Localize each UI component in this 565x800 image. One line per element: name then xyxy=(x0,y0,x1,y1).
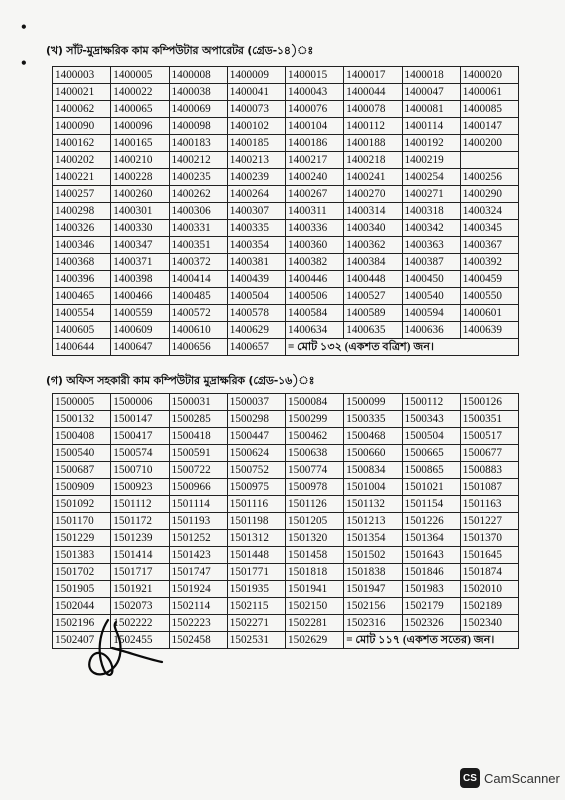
roll-number-cell: 1400439 xyxy=(227,271,285,288)
roll-number-cell: 1400572 xyxy=(169,305,227,322)
roll-number-cell: 1500504 xyxy=(402,428,460,445)
roll-number-cell: 1400254 xyxy=(402,169,460,186)
roll-number-cell: 1400240 xyxy=(286,169,344,186)
roll-number-cell: 1501114 xyxy=(169,496,227,513)
roll-number-cell: 1500031 xyxy=(169,394,227,411)
roll-number-cell: 1400217 xyxy=(286,152,344,169)
roll-number-cell: 1501163 xyxy=(460,496,518,513)
roll-number-cell: 1400336 xyxy=(286,220,344,237)
roll-number-cell: 1400347 xyxy=(111,237,169,254)
roll-number-cell: 1400044 xyxy=(344,84,402,101)
roll-number-cell: 1400331 xyxy=(169,220,227,237)
roll-number-cell: 1400188 xyxy=(344,135,402,152)
section-ga-table xyxy=(52,393,519,649)
roll-number-cell: 1400354 xyxy=(227,237,285,254)
roll-number-cell: 1400605 xyxy=(53,322,111,339)
roll-number-cell: 1501364 xyxy=(402,530,460,547)
roll-number-cell: 1500447 xyxy=(227,428,285,445)
roll-number-cell: 1502271 xyxy=(227,615,285,632)
roll-number-cell: 1501227 xyxy=(460,513,518,530)
roll-number-cell: 1400078 xyxy=(344,101,402,118)
roll-number-cell: 1500517 xyxy=(460,428,518,445)
roll-number-cell: 1400346 xyxy=(53,237,111,254)
roll-number-cell: 1500299 xyxy=(286,411,344,428)
roll-number-cell: 1400213 xyxy=(227,152,285,169)
table-row xyxy=(53,564,519,581)
roll-number-cell: 1400396 xyxy=(53,271,111,288)
roll-number-cell: 1400381 xyxy=(227,254,285,271)
roll-number-cell: 1400090 xyxy=(53,118,111,135)
roll-number-cell: 1400629 xyxy=(227,322,285,339)
roll-number-cell: 1502044 xyxy=(53,598,111,615)
roll-number-cell: 1400183 xyxy=(169,135,227,152)
roll-number-cell: 1400584 xyxy=(286,305,344,322)
roll-number-cell: 1501383 xyxy=(53,547,111,564)
roll-number-cell: 1500923 xyxy=(111,479,169,496)
roll-number-cell: 1500408 xyxy=(53,428,111,445)
roll-number-cell: 1400342 xyxy=(402,220,460,237)
roll-number-cell: 1400610 xyxy=(169,322,227,339)
roll-number-cell: 1400635 xyxy=(344,322,402,339)
roll-number-cell: 1500147 xyxy=(111,411,169,428)
table-row xyxy=(53,118,519,135)
roll-number-cell: 1400372 xyxy=(169,254,227,271)
roll-number-cell: 1400527 xyxy=(344,288,402,305)
roll-number-cell: 1501193 xyxy=(169,513,227,530)
roll-number-cell: 1502316 xyxy=(344,615,402,632)
roll-number-cell: 1400540 xyxy=(402,288,460,305)
roll-number-cell: 1502010 xyxy=(460,581,518,598)
roll-number-cell: 1400644 xyxy=(53,339,111,356)
roll-number-cell: 1501112 xyxy=(111,496,169,513)
roll-number-cell: 1400384 xyxy=(344,254,402,271)
roll-number-cell: 1400098 xyxy=(169,118,227,135)
camscanner-badge xyxy=(460,768,560,788)
roll-number-cell: 1500037 xyxy=(227,394,285,411)
table-row xyxy=(53,547,519,564)
table-row xyxy=(53,428,519,445)
roll-number-cell: 1502629 xyxy=(286,632,344,649)
roll-number-cell: 1400382 xyxy=(286,254,344,271)
table-row xyxy=(53,237,519,254)
roll-number-cell: 1400559 xyxy=(111,305,169,322)
roll-number-cell: 1501213 xyxy=(344,513,402,530)
roll-number-cell: 1500591 xyxy=(169,445,227,462)
roll-number-cell: 1400015 xyxy=(286,67,344,84)
roll-number-cell: 1501448 xyxy=(227,547,285,564)
roll-number-cell: 1500005 xyxy=(53,394,111,411)
roll-number-cell: 1400485 xyxy=(169,288,227,305)
roll-number-cell: 1500624 xyxy=(227,445,285,462)
roll-number-cell: 1502222 xyxy=(111,615,169,632)
table-row xyxy=(53,84,519,101)
roll-number-cell: 1400657 xyxy=(227,339,285,356)
roll-number-cell: 1400069 xyxy=(169,101,227,118)
roll-number-cell: 1500710 xyxy=(111,462,169,479)
roll-number-cell: 1501092 xyxy=(53,496,111,513)
table-row xyxy=(53,288,519,305)
bullet-mark: • xyxy=(20,20,28,34)
roll-number-cell: 1400210 xyxy=(111,152,169,169)
table-row xyxy=(53,220,519,237)
roll-number-cell: 1400022 xyxy=(111,84,169,101)
roll-number-cell: 1500285 xyxy=(169,411,227,428)
roll-number-cell: 1501004 xyxy=(344,479,402,496)
roll-number-cell: 1500909 xyxy=(53,479,111,496)
roll-number-cell: 1501935 xyxy=(227,581,285,598)
roll-number-cell: 1501172 xyxy=(111,513,169,530)
roll-number-cell: 1400267 xyxy=(286,186,344,203)
roll-number-cell: 1500006 xyxy=(111,394,169,411)
roll-number-cell: 1400073 xyxy=(227,101,285,118)
roll-number-cell: 1500966 xyxy=(169,479,227,496)
roll-number-cell: 1500351 xyxy=(460,411,518,428)
roll-number-cell: 1501205 xyxy=(286,513,344,530)
camscanner-brand: CamScanner xyxy=(484,770,560,786)
camscanner-logo-icon: CS xyxy=(460,768,480,788)
table-row xyxy=(53,322,519,339)
roll-number-cell: 1400020 xyxy=(460,67,518,84)
roll-number-cell: 1501983 xyxy=(402,581,460,598)
roll-number-cell: 1500834 xyxy=(344,462,402,479)
roll-number-cell: 1400290 xyxy=(460,186,518,203)
table-row xyxy=(53,462,519,479)
roll-number-cell: 1500099 xyxy=(344,394,402,411)
roll-number-cell: 1500112 xyxy=(402,394,460,411)
section-kha-table xyxy=(52,66,519,356)
roll-number-cell: 1400301 xyxy=(111,203,169,220)
roll-number-cell: 1502196 xyxy=(53,615,111,632)
roll-number-cell: 1501924 xyxy=(169,581,227,598)
roll-number-cell: 1400578 xyxy=(227,305,285,322)
roll-number-cell: 1400318 xyxy=(402,203,460,220)
roll-number-cell: 1400256 xyxy=(460,169,518,186)
roll-number-cell: 1400465 xyxy=(53,288,111,305)
roll-number-cell: 1501458 xyxy=(286,547,344,564)
roll-number-cell: 1501021 xyxy=(402,479,460,496)
table-row xyxy=(53,339,519,356)
roll-number-cell: 1400104 xyxy=(286,118,344,135)
roll-number-cell: 1501921 xyxy=(111,581,169,598)
section-ga-heading: (গ) অফিস সহকারী কাম কম্পিউটার মুদ্রাক্ষরিক (গ্রেড-১৬)ঃ xyxy=(46,374,315,387)
roll-number-cell: 1500574 xyxy=(111,445,169,462)
roll-number-cell: 1502458 xyxy=(169,632,227,649)
roll-number-cell: 1400021 xyxy=(53,84,111,101)
roll-number-cell: 1400298 xyxy=(53,203,111,220)
roll-number-cell: 1400360 xyxy=(286,237,344,254)
roll-number-cell: 1400504 xyxy=(227,288,285,305)
table-row xyxy=(53,254,519,271)
roll-number-cell: 1502073 xyxy=(111,598,169,615)
roll-number-cell: 1502326 xyxy=(402,615,460,632)
roll-number-cell: 1400085 xyxy=(460,101,518,118)
table-row xyxy=(53,152,519,169)
table-row xyxy=(53,530,519,547)
roll-number-cell: 1400340 xyxy=(344,220,402,237)
roll-number-cell: 1500462 xyxy=(286,428,344,445)
roll-number-cell: 1501838 xyxy=(344,564,402,581)
roll-number-cell: 1501846 xyxy=(402,564,460,581)
roll-number-cell: 1501423 xyxy=(169,547,227,564)
roll-number-cell: 1502189 xyxy=(460,598,518,615)
roll-number-cell: 1400368 xyxy=(53,254,111,271)
table-row xyxy=(53,101,519,118)
table-row xyxy=(53,445,519,462)
roll-number-cell: 1400506 xyxy=(286,288,344,305)
table-row xyxy=(53,394,519,411)
roll-number-cell: 1400271 xyxy=(402,186,460,203)
roll-number-cell: 1500665 xyxy=(402,445,460,462)
roll-number-cell: 1400038 xyxy=(169,84,227,101)
roll-number-cell: 1501320 xyxy=(286,530,344,547)
roll-number-cell: 1400076 xyxy=(286,101,344,118)
roll-number-cell: 1400257 xyxy=(53,186,111,203)
roll-number-cell: 1400647 xyxy=(111,339,169,356)
roll-number-cell: 1400112 xyxy=(344,118,402,135)
roll-number-cell: 1500468 xyxy=(344,428,402,445)
roll-number-cell: 1400392 xyxy=(460,254,518,271)
roll-number-cell: 1502179 xyxy=(402,598,460,615)
total-count-cell: = মোট ১৩২ (একশত বত্রিশ) জন। xyxy=(286,339,519,356)
roll-number-cell: 1501154 xyxy=(402,496,460,513)
roll-number-cell: 1501354 xyxy=(344,530,402,547)
roll-number-cell: 1400239 xyxy=(227,169,285,186)
roll-number-cell: 1502150 xyxy=(286,598,344,615)
roll-number-cell: 1400363 xyxy=(402,237,460,254)
roll-number-cell: 1400270 xyxy=(344,186,402,203)
roll-number-cell: 1400351 xyxy=(169,237,227,254)
roll-number-cell: 1500722 xyxy=(169,462,227,479)
roll-number-cell: 1400362 xyxy=(344,237,402,254)
roll-number-cell: 1400314 xyxy=(344,203,402,220)
roll-number-cell: 1400219 xyxy=(402,152,460,169)
roll-number-cell: 1502455 xyxy=(111,632,169,649)
roll-number-cell: 1400102 xyxy=(227,118,285,135)
roll-number-cell: 1400186 xyxy=(286,135,344,152)
roll-number-cell: 1501132 xyxy=(344,496,402,513)
roll-number-cell: 1501771 xyxy=(227,564,285,581)
roll-number-cell: 1501874 xyxy=(460,564,518,581)
roll-number-cell: 1501170 xyxy=(53,513,111,530)
roll-number-cell: 1400062 xyxy=(53,101,111,118)
roll-number-cell: 1501198 xyxy=(227,513,285,530)
roll-number-cell: 1400330 xyxy=(111,220,169,237)
roll-number-cell: 1500343 xyxy=(402,411,460,428)
roll-number-cell: 1400003 xyxy=(53,67,111,84)
roll-number-cell: 1400601 xyxy=(460,305,518,322)
roll-number-cell: 1400065 xyxy=(111,101,169,118)
roll-number-cell: 1400609 xyxy=(111,322,169,339)
roll-number-cell xyxy=(460,152,518,169)
roll-number-cell: 1400264 xyxy=(227,186,285,203)
roll-number-cell: 1400367 xyxy=(460,237,518,254)
roll-number-cell: 1501818 xyxy=(286,564,344,581)
roll-number-cell: 1500883 xyxy=(460,462,518,479)
roll-number-cell: 1400594 xyxy=(402,305,460,322)
roll-number-cell: 1500752 xyxy=(227,462,285,479)
section-kha-heading: (খ) সাঁট-মুদ্রাক্ষরিক কাম কম্পিউটার অপারেটর (গ্রেড-১৪)ঃ xyxy=(46,44,314,57)
roll-number-cell: 1400008 xyxy=(169,67,227,84)
roll-number-cell: 1400450 xyxy=(402,271,460,288)
roll-number-cell: 1501312 xyxy=(227,530,285,547)
roll-number-cell: 1400414 xyxy=(169,271,227,288)
roll-number-cell: 1400466 xyxy=(111,288,169,305)
roll-number-cell: 1500638 xyxy=(286,445,344,462)
roll-number-cell: 1501252 xyxy=(169,530,227,547)
roll-number-cell: 1400096 xyxy=(111,118,169,135)
roll-number-cell: 1502281 xyxy=(286,615,344,632)
roll-number-cell: 1400307 xyxy=(227,203,285,220)
roll-number-cell: 1501747 xyxy=(169,564,227,581)
roll-number-cell: 1400636 xyxy=(402,322,460,339)
roll-number-cell: 1400047 xyxy=(402,84,460,101)
roll-number-cell: 1400387 xyxy=(402,254,460,271)
roll-number-cell: 1501239 xyxy=(111,530,169,547)
roll-number-cell: 1400212 xyxy=(169,152,227,169)
roll-number-cell: 1400218 xyxy=(344,152,402,169)
roll-number-cell: 1400398 xyxy=(111,271,169,288)
total-count-cell: = মোট ১১৭ (একশত সতের) জন। xyxy=(344,632,519,649)
roll-number-cell: 1501645 xyxy=(460,547,518,564)
roll-number-cell: 1502156 xyxy=(344,598,402,615)
roll-number-cell: 1400147 xyxy=(460,118,518,135)
roll-number-cell: 1400326 xyxy=(53,220,111,237)
roll-number-cell: 1501905 xyxy=(53,581,111,598)
roll-number-cell: 1400192 xyxy=(402,135,460,152)
roll-number-cell: 1400459 xyxy=(460,271,518,288)
roll-number-cell: 1400200 xyxy=(460,135,518,152)
roll-number-cell: 1400165 xyxy=(111,135,169,152)
roll-number-cell: 1501947 xyxy=(344,581,402,598)
table-row xyxy=(53,203,519,220)
roll-number-cell: 1400018 xyxy=(402,67,460,84)
table-row xyxy=(53,186,519,203)
roll-number-cell: 1500978 xyxy=(286,479,344,496)
roll-number-cell: 1400324 xyxy=(460,203,518,220)
roll-number-cell: 1400634 xyxy=(286,322,344,339)
roll-number-cell: 1500540 xyxy=(53,445,111,462)
roll-number-cell: 1400306 xyxy=(169,203,227,220)
roll-number-cell: 1400043 xyxy=(286,84,344,101)
roll-number-cell: 1400446 xyxy=(286,271,344,288)
roll-number-cell: 1502114 xyxy=(169,598,227,615)
table-row xyxy=(53,67,519,84)
roll-number-cell: 1502531 xyxy=(227,632,285,649)
roll-number-cell: 1400009 xyxy=(227,67,285,84)
roll-number-cell: 1400448 xyxy=(344,271,402,288)
roll-number-cell: 1501226 xyxy=(402,513,460,530)
roll-number-cell: 1400228 xyxy=(111,169,169,186)
roll-number-cell: 1501229 xyxy=(53,530,111,547)
roll-number-cell: 1400017 xyxy=(344,67,402,84)
roll-number-cell: 1400262 xyxy=(169,186,227,203)
roll-number-cell: 1502340 xyxy=(460,615,518,632)
roll-number-cell: 1500298 xyxy=(227,411,285,428)
roll-number-cell: 1400081 xyxy=(402,101,460,118)
roll-number-cell: 1400345 xyxy=(460,220,518,237)
roll-number-cell: 1400005 xyxy=(111,67,169,84)
roll-number-cell: 1500417 xyxy=(111,428,169,445)
roll-number-cell: 1400335 xyxy=(227,220,285,237)
table-row xyxy=(53,411,519,428)
roll-number-cell: 1500418 xyxy=(169,428,227,445)
table-row xyxy=(53,479,519,496)
roll-number-cell: 1400241 xyxy=(344,169,402,186)
table-row xyxy=(53,581,519,598)
roll-number-cell: 1400162 xyxy=(53,135,111,152)
roll-number-cell: 1400202 xyxy=(53,152,111,169)
roll-number-cell: 1500774 xyxy=(286,462,344,479)
roll-number-cell: 1400260 xyxy=(111,186,169,203)
roll-number-cell: 1501087 xyxy=(460,479,518,496)
roll-number-cell: 1400221 xyxy=(53,169,111,186)
roll-number-cell: 1501502 xyxy=(344,547,402,564)
roll-number-cell: 1500687 xyxy=(53,462,111,479)
roll-number-cell: 1500660 xyxy=(344,445,402,462)
table-row xyxy=(53,169,519,186)
table-row xyxy=(53,271,519,288)
roll-number-cell: 1501717 xyxy=(111,564,169,581)
roll-number-cell: 1400656 xyxy=(169,339,227,356)
roll-number-cell: 1500865 xyxy=(402,462,460,479)
table-row xyxy=(53,513,519,530)
roll-number-cell: 1400235 xyxy=(169,169,227,186)
roll-number-cell: 1400185 xyxy=(227,135,285,152)
roll-number-cell: 1400114 xyxy=(402,118,460,135)
roll-number-cell: 1500132 xyxy=(53,411,111,428)
roll-number-cell: 1500084 xyxy=(286,394,344,411)
table-row xyxy=(53,305,519,322)
roll-number-cell: 1502407 xyxy=(53,632,111,649)
roll-number-cell: 1502223 xyxy=(169,615,227,632)
roll-number-cell: 1500126 xyxy=(460,394,518,411)
roll-number-cell: 1501941 xyxy=(286,581,344,598)
roll-number-cell: 1400041 xyxy=(227,84,285,101)
signature xyxy=(78,612,168,686)
roll-number-cell: 1400371 xyxy=(111,254,169,271)
roll-number-cell: 1500975 xyxy=(227,479,285,496)
roll-number-cell: 1502115 xyxy=(227,598,285,615)
bullet-mark: • xyxy=(20,56,28,70)
roll-number-cell: 1501126 xyxy=(286,496,344,513)
roll-number-cell: 1500677 xyxy=(460,445,518,462)
table-row xyxy=(53,496,519,513)
roll-number-cell: 1501643 xyxy=(402,547,460,564)
roll-number-cell: 1501116 xyxy=(227,496,285,513)
roll-number-cell: 1500335 xyxy=(344,411,402,428)
roll-number-cell: 1501370 xyxy=(460,530,518,547)
roll-number-cell: 1400589 xyxy=(344,305,402,322)
roll-number-cell: 1400311 xyxy=(286,203,344,220)
roll-number-cell: 1400061 xyxy=(460,84,518,101)
roll-number-cell: 1400554 xyxy=(53,305,111,322)
roll-number-cell: 1501414 xyxy=(111,547,169,564)
roll-number-cell: 1400550 xyxy=(460,288,518,305)
roll-number-cell: 1400639 xyxy=(460,322,518,339)
table-row xyxy=(53,135,519,152)
roll-number-cell: 1501702 xyxy=(53,564,111,581)
